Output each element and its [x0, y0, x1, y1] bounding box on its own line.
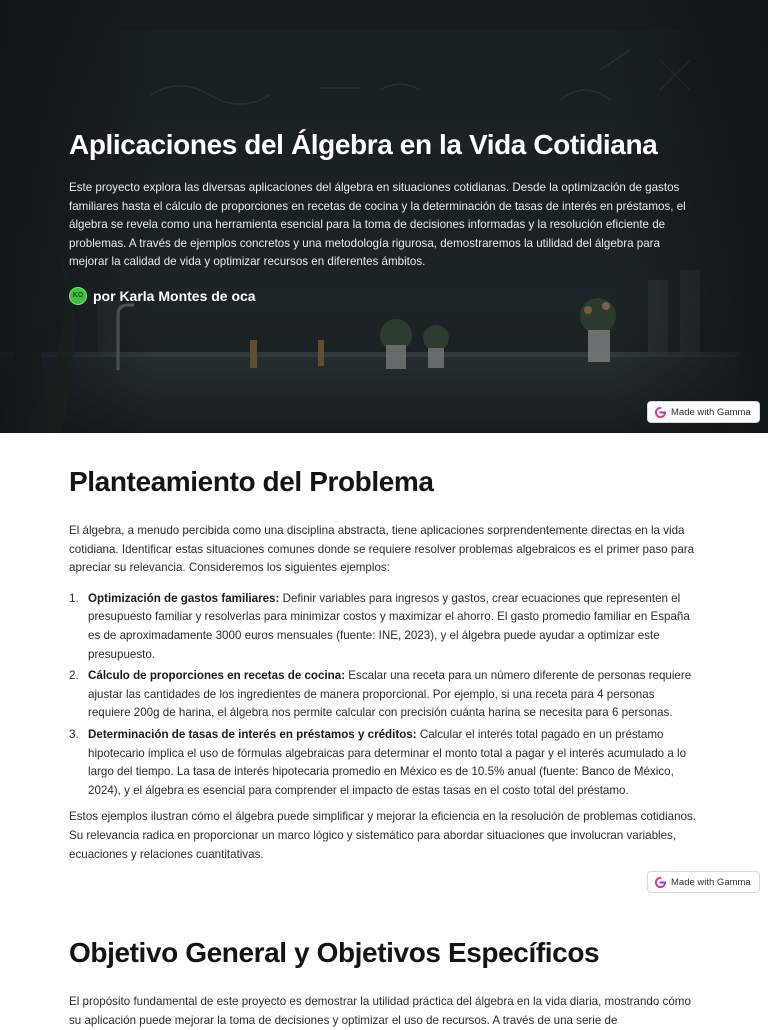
- made-with-gamma-label: Made with Gamma: [671, 406, 751, 418]
- section-heading: Planteamiento del Problema: [69, 466, 434, 497]
- list-number: 3.: [69, 727, 79, 741]
- problem-conclusion-text: Estos ejemplos ilustran cómo el álgebra puede simplificar y mejorar la eficiencia en la resolución de problemas cotidianos. Su relevancia radica en proporcionar un marco lógico y sistemático para abordar situaciones que involucran variables, ecuaciones y relaciones cuantitativas.: [69, 810, 697, 861]
- list-text: Escalar una receta para un número diferente de personas requiere ajustar las cantidades de los ingredientes de manera proporcional. Por ejemplo, si una receta para 4 personas requiere 200g de harina, el álgebra nos permite calcular con precisión cuánta harina se necesita para 6 personas.: [88, 669, 692, 720]
- list-number: 2.: [69, 669, 79, 683]
- made-with-gamma-button[interactable]: [647, 401, 760, 423]
- gamma-logo-icon: [655, 877, 666, 888]
- list-text: Calcular el interés total pagado en un préstamo hipotecario implica el uso de fórmulas algebraicas para determinar el monto total a pagar y el interés acumulado a lo largo del tiempo. La tasa de interés hipotecaria promedio en México es de 10.5% anual (fuente: Banco de México, 2024), y el álgebra es esencial para comprender el impacto de estas tasas en el costo total del préstamo.: [88, 727, 687, 797]
- list-term: Cálculo de proporciones en recetas de cocina:: [88, 669, 346, 683]
- list-item: [69, 590, 699, 664]
- list-term: Determinación de tasas de interés en préstamos y créditos:: [88, 727, 417, 741]
- problem-intro-text: El álgebra, a menudo percibida como una disciplina abstracta, tiene aplicaciones sorprendentemente directas en la vida cotidiana. Identificar estas situaciones comunes donde se requiere resolver problemas algebraicos es el primer paso para apreciar su relevancia. Consideremos los siguientes ejemplos:: [69, 524, 695, 575]
- list-term: Optimización de gastos familiares:: [88, 591, 280, 605]
- objectives-intro-text: El propósito fundamental de este proyecto es demostrar la utilidad práctica del álgebra en la vida diaria, mostrando cómo su aplicación puede mejorar la toma de decisiones y optimizar el uso de recursos. A través de una serie de: [69, 995, 691, 1027]
- section-heading: Objetivo General y Objetivos Específicos: [69, 937, 600, 968]
- author-name: por Karla Montes de oca: [93, 287, 256, 304]
- list-item: [69, 726, 699, 800]
- page-title: Aplicaciones del Álgebra en la Vida Cotidiana: [69, 129, 658, 160]
- author-byline: [69, 287, 699, 305]
- gamma-logo-icon: [655, 407, 666, 418]
- problem-section: [69, 465, 699, 864]
- made-with-gamma-label: Made with Gamma: [671, 876, 751, 888]
- made-with-gamma-button[interactable]: [647, 871, 760, 893]
- avatar: KO: [69, 287, 87, 305]
- hero-content: [69, 127, 699, 305]
- list-number: 1.: [69, 591, 79, 605]
- list-text: Definir variables para ingresos y gastos, crear ecuaciones que representen el presupuesto familiar y resolverlas para minimizar costos y maximizar el ahorro. El gasto promedio familiar en España es de aproximadamente 3000 euros mensuales (fuente: INE, 2023), y el álgebra puede ayudar a optimizar este presupuesto.: [88, 591, 690, 661]
- objectives-section: [69, 936, 699, 1030]
- hero-intro-text: Este proyecto explora las diversas aplicaciones del álgebra en situaciones cotidianas. Desde la optimización de gastos familiares hasta el cálculo de proporciones en recetas de cocina y la determinación de tasas de interés en préstamos, el álgebra se revela como una herramienta esencial para la toma de decisiones informadas y la resolución eficiente de problemas. A través de ejemplos concretos y una metodología rigurosa, demostraremos la utilidad del álgebra para mejorar la calidad de vida y optimizar recursos en diferentes ámbitos.: [69, 181, 686, 268]
- hero-card: [0, 0, 768, 433]
- examples-list: [69, 590, 699, 801]
- list-item: [69, 667, 699, 723]
